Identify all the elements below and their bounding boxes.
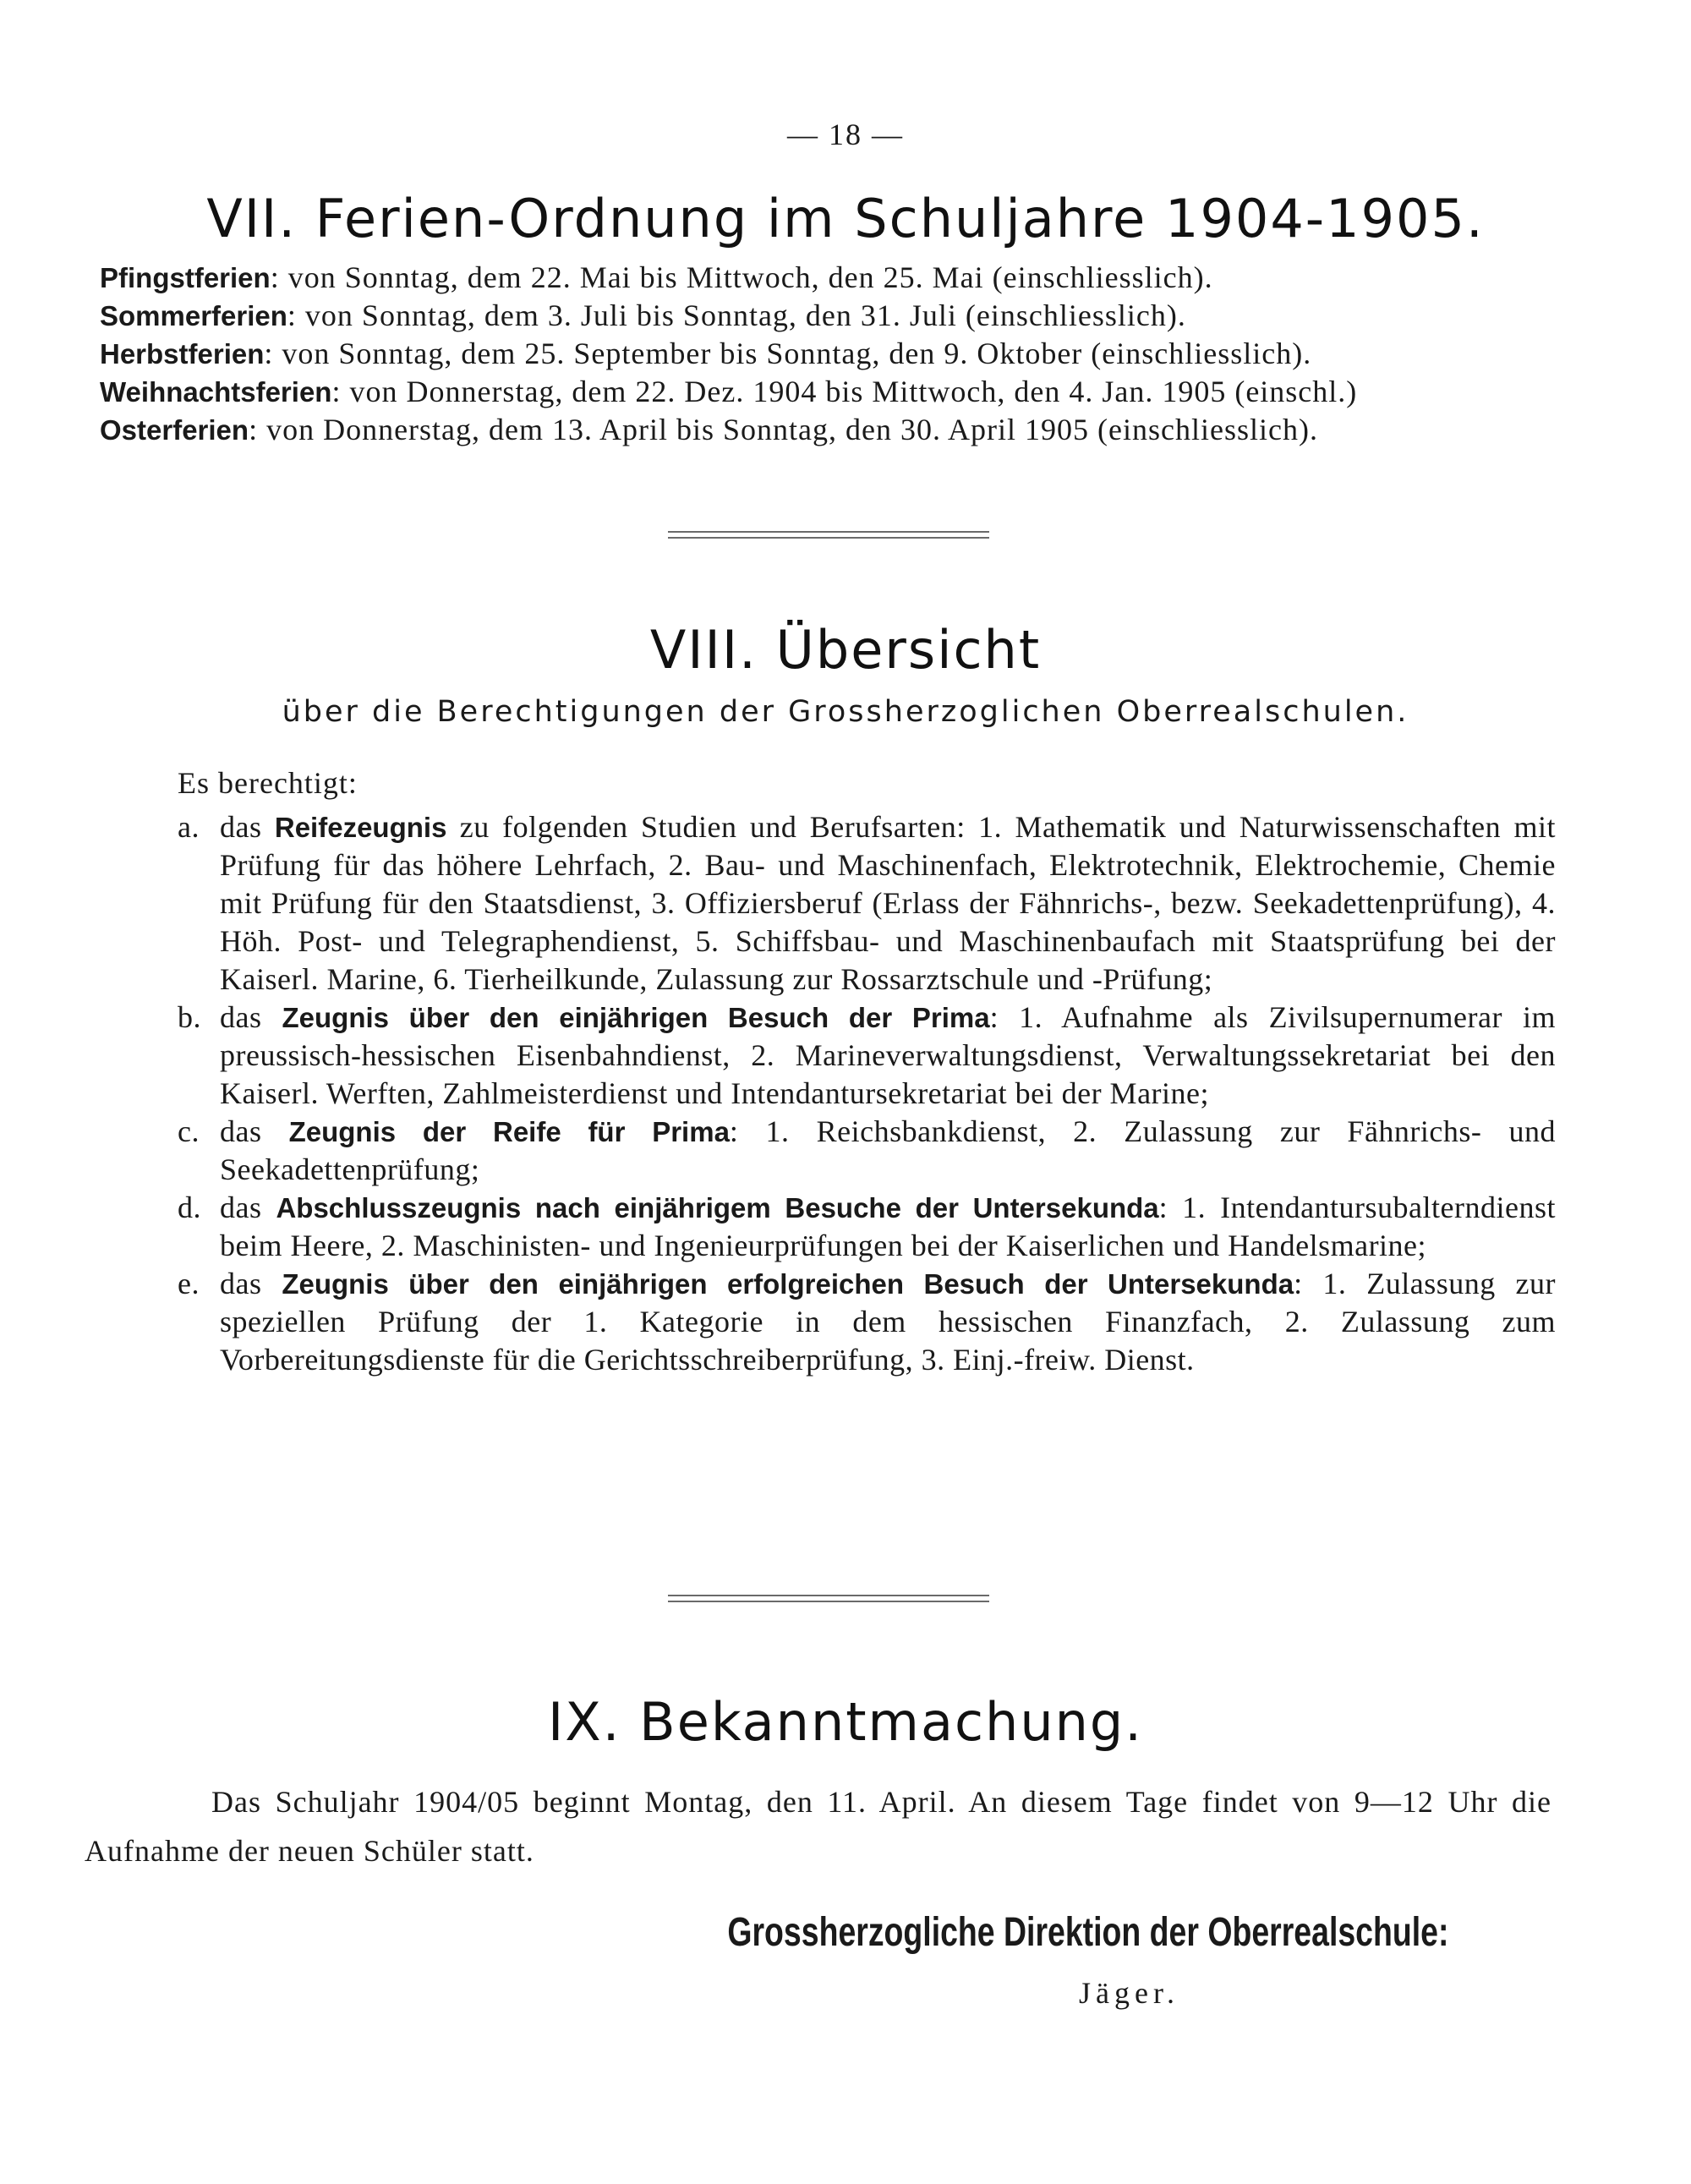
holiday-label: Pfingstferien bbox=[100, 262, 271, 293]
section8-title: VIII. Übersicht bbox=[649, 619, 1042, 681]
holiday-text: : von Sonntag, dem 22. Mai bis Mittwoch, den 25. Mai (einschliesslich). bbox=[270, 260, 1213, 294]
section8-intro: Es berechtigt: bbox=[178, 766, 358, 800]
holiday-label: Sommerferien bbox=[100, 300, 287, 331]
list-body: : 1. Reichsbankdienst, 2. Zulassung zur Fähnrichs- und Seekadettenprüfung; bbox=[220, 1114, 1556, 1186]
holiday-entry bbox=[100, 411, 1622, 449]
list-body: : 1. Zulassung zur speziellen Prüfung der 1. Kategorie in dem hessischen Finanzfach, 2. Zulassung zum Vorbereitungsdienste für die Gerichtsschreiberprüfung, 3. Einj.-freiw. Dienst. bbox=[220, 1267, 1556, 1377]
holiday-text: : von Sonntag, dem 25. September bis Sonntag, den 9. Oktober (einschliesslich). bbox=[264, 337, 1312, 370]
holiday-label: Weihnachtsferien bbox=[100, 376, 332, 408]
list-bold-term: Zeugnis über den einjährigen erfolgreichen Besuch der Untersekunda bbox=[282, 1268, 1294, 1300]
holiday-entry bbox=[100, 259, 1622, 297]
list-pre: das bbox=[220, 1114, 289, 1148]
announcement-text: Das Schuljahr 1904/05 beginnt Montag, den 11. April. An diesem Tage findet von 9—12 Uhr die Aufnahme der neuen Schüler statt. bbox=[85, 1785, 1551, 1868]
holiday-label: Herbstferien bbox=[100, 338, 265, 369]
list-item bbox=[178, 1189, 1556, 1265]
list-pre: das bbox=[220, 1000, 282, 1034]
list-item bbox=[178, 1265, 1556, 1379]
list-letter: d. bbox=[178, 1191, 201, 1224]
page-number: — 18 — bbox=[787, 118, 904, 151]
list-bold-term: Zeugnis über den einjährigen Besuch der Prima bbox=[282, 1002, 990, 1033]
list-pre: das bbox=[220, 1191, 276, 1224]
holiday-text: : von Sonntag, dem 3. Juli bis Sonntag, den 31. Juli (einschliesslich). bbox=[287, 298, 1186, 332]
signature-line: Grossherzogliche Direktion der Oberrealschule: bbox=[727, 1910, 1449, 1955]
list-text bbox=[220, 1189, 1556, 1265]
list-item bbox=[178, 999, 1556, 1113]
holiday-label: Osterferien bbox=[100, 414, 249, 446]
list-letter: b. bbox=[178, 1000, 201, 1034]
section9-title: IX. Bekanntmachung. bbox=[548, 1691, 1143, 1753]
list-letter: e. bbox=[178, 1267, 200, 1300]
list-letter: a. bbox=[178, 810, 200, 844]
entitlement-list bbox=[178, 808, 1556, 1379]
list-text bbox=[220, 999, 1556, 1113]
holiday-entry bbox=[100, 335, 1622, 373]
holiday-entry bbox=[100, 373, 1622, 411]
list-body: : 1. Aufnahme als Zivilsupernumerar im preussisch-hessischen Eisenbahndienst, 2. Marineverwaltungsdienst, Verwaltungssekretariat bei den Kaiserl. Werften, Zahlmeisterdienst und Intendantursekretariat bei der Marine; bbox=[220, 1000, 1556, 1110]
list-body: : 1. Intendantursubalterndienst beim Heere, 2. Maschinisten- und Ingenieurprüfungen bei der Kaiserlichen und Handelsmarine; bbox=[220, 1191, 1556, 1262]
holiday-text: : von Donnerstag, dem 22. Dez. 1904 bis Mittwoch, den 4. Jan. 1905 (einschl.) bbox=[331, 375, 1358, 408]
list-text bbox=[220, 808, 1556, 999]
list-item bbox=[178, 808, 1556, 999]
list-text bbox=[220, 1265, 1556, 1379]
list-text bbox=[220, 1113, 1556, 1189]
list-bold-term: Reifezeugnis bbox=[274, 812, 447, 843]
list-pre: das bbox=[220, 1267, 282, 1300]
list-pre: das bbox=[220, 810, 275, 844]
list-bold-term: Zeugnis der Reife für Prima bbox=[288, 1116, 730, 1147]
section-divider bbox=[668, 1595, 989, 1602]
list-bold-term: Abschlusszeugnis nach einjährigem Besuche der Untersekunda bbox=[276, 1192, 1159, 1223]
list-letter: c. bbox=[178, 1114, 200, 1148]
holiday-schedule bbox=[100, 259, 1622, 449]
section7-title: VII. Ferien-Ordnung im Schuljahre 1904-1905. bbox=[206, 188, 1485, 249]
section8-subtitle: über die Berechtigungen der Grossherzoglichen Oberrealschulen. bbox=[282, 695, 1409, 729]
list-item bbox=[178, 1113, 1556, 1189]
list-body: zu folgenden Studien und Berufsarten: 1. Mathematik und Naturwissenschaften mit Prüfung für das höhere Lehrfach, 2. Bau- und Maschinenfach, Elektrotechnik, Elektrochemie, Chemie mit Prüfung für den Staatsdienst, 3. Offiziersberuf (Erlass der Fähnrichs-, bezw. Seekadettenprüfung), 4. Höh. Post- und Telegraphendienst, 5. Schiffsbau- und Maschinenbaufach mit Staatsprüfung bei der Kaiserl. Marine, 6. Tierheilkunde, Zulassung zur Rossarztschule und -Prüfung; bbox=[220, 810, 1556, 996]
holiday-text: : von Donnerstag, dem 13. April bis Sonntag, den 30. April 1905 (einschliesslich). bbox=[249, 413, 1318, 446]
holiday-entry bbox=[100, 297, 1622, 335]
section-divider bbox=[668, 531, 989, 539]
signer-name: Jäger. bbox=[1079, 1976, 1179, 2010]
